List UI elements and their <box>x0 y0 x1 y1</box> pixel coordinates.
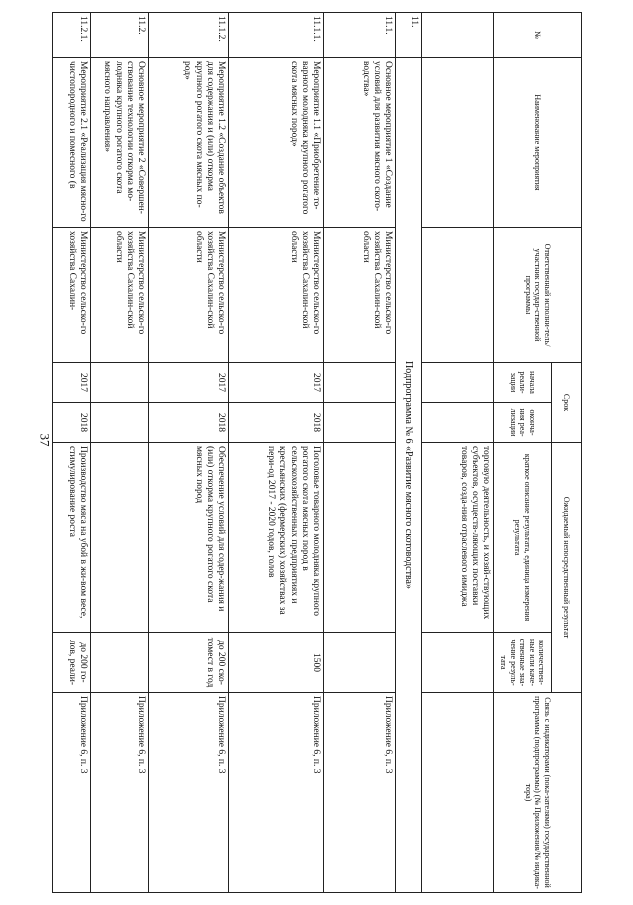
row-num: 11.2. <box>91 13 149 58</box>
row-qty <box>91 633 149 693</box>
table-row <box>53 13 91 893</box>
header-end: оконча-ния реа-лизации <box>494 403 552 443</box>
row-name: Мероприятие 2.1 «Реализация мясно-го чистопородного и помесного (в <box>53 58 91 228</box>
row-executor: Министерство сельско-го хозяйства Сахалин- <box>53 228 91 363</box>
table-row <box>91 13 149 893</box>
row-executor: Министерство сельско-го хозяйства Сахалин-ской области <box>324 228 396 363</box>
row-link: Приложение 6, п. 3 <box>229 693 324 893</box>
row-start: 2017 <box>149 363 229 403</box>
header-qty: количествен-ные или каче-ственные зна-чение резуль-тата <box>494 633 552 693</box>
row-executor: Министерство сельско-го хозяйства Сахалин-ской области <box>91 228 149 363</box>
row-end: 2018 <box>229 403 324 443</box>
row-name: Основное мероприятие 2 «Совершен-ствование технологии откорма мо-лодняка крупного рогатого скота мясного направления» <box>91 58 149 228</box>
row-end <box>91 403 149 443</box>
header-start: начала реали-зации <box>494 363 552 403</box>
row-link: Приложение 6, п. 3 <box>324 693 396 893</box>
row-executor: Министерство сельско-го хозяйства Сахалин-ской области <box>229 228 324 363</box>
header-executor: Ответственный исполни-тель/ участник государ-ственной программы <box>494 228 582 363</box>
row-qty: до 200 ско-томест в год <box>149 633 229 693</box>
row-end: 2018 <box>53 403 91 443</box>
header-name: Наименование мероприятия <box>494 58 582 228</box>
row-num: 11.1.1. <box>229 13 324 58</box>
rotated-document-sheet <box>52 12 582 892</box>
header-link: Связь с индикаторами (пока-зателями) государственной программы (подпрограммы) (№ Приложения/№ индика-тора) <box>494 693 582 893</box>
header-term: Срок <box>552 363 582 443</box>
table-row <box>324 13 396 893</box>
table-row-continuation <box>422 13 494 893</box>
row-desc: Обеспечение условий для содер-жания и (или) откорма крупного рогатого скота мясных пород <box>149 443 229 633</box>
row-desc <box>324 443 396 633</box>
header-num: № <box>494 13 582 58</box>
section-title: Подпрограмма № 6 «Развитие мясного скотоводства» <box>396 58 422 893</box>
header-desc: краткое описание результата, единица измерения результата <box>494 443 552 633</box>
row-desc <box>91 443 149 633</box>
row-num: 11.1. <box>324 13 396 58</box>
section-num: 11. <box>396 13 422 58</box>
row-end <box>324 403 396 443</box>
row-qty: до 200 го-лов, реали- <box>53 633 91 693</box>
row-end: 2018 <box>149 403 229 443</box>
row-link: Приложение 6, п. 3 <box>53 693 91 893</box>
table-row <box>149 13 229 893</box>
row-start <box>324 363 396 403</box>
table-row-section <box>396 13 422 893</box>
row-num: 11.2.1. <box>53 13 91 58</box>
row-name: Мероприятие 1.2 «Создание объектов для содержания и (или) откорма крупного рогатого скота мясных по-род» <box>149 58 229 228</box>
row-link: Приложение 6, п. 3 <box>149 693 229 893</box>
continuation-text: торговую деятельность, и хозяй-ствующих субъектов, осуществ-ляющих поставки товаров, созда-ния отраслевого имиджа <box>422 443 494 633</box>
row-qty <box>324 633 396 693</box>
row-executor: Министерство сельско-го хозяйства Сахалин-ской области <box>149 228 229 363</box>
row-start <box>91 363 149 403</box>
row-name: Мероприятие 1.1 «Приобретение то-варного молодняка крупного рогатого скота мясных пород» <box>229 58 324 228</box>
row-name: Основное мероприятие 1 «Создание условий для развития мясного ското-водства» <box>324 58 396 228</box>
row-qty: 1500 <box>229 633 324 693</box>
row-start: 2017 <box>229 363 324 403</box>
row-start: 2017 <box>53 363 91 403</box>
table-row <box>229 13 324 893</box>
row-link: Приложение 6, п. 3 <box>91 693 149 893</box>
header-expected: Ожидаемый непосредственный результат <box>552 443 582 693</box>
activities-table <box>52 12 582 893</box>
page-number: 37 <box>37 433 53 447</box>
row-desc: Производство мяса на убой в жи-вом весе, стимулирование роста <box>53 443 91 633</box>
row-num: 11.1.2. <box>149 13 229 58</box>
row-desc: Поголовье товарного молодняка крупного рогатого скота мясных пород в сельскохозяйственных предприятиях и крестьянских (фермерских) хозяйствах за пери-од 2017 - 2020 годов, голов <box>229 443 324 633</box>
